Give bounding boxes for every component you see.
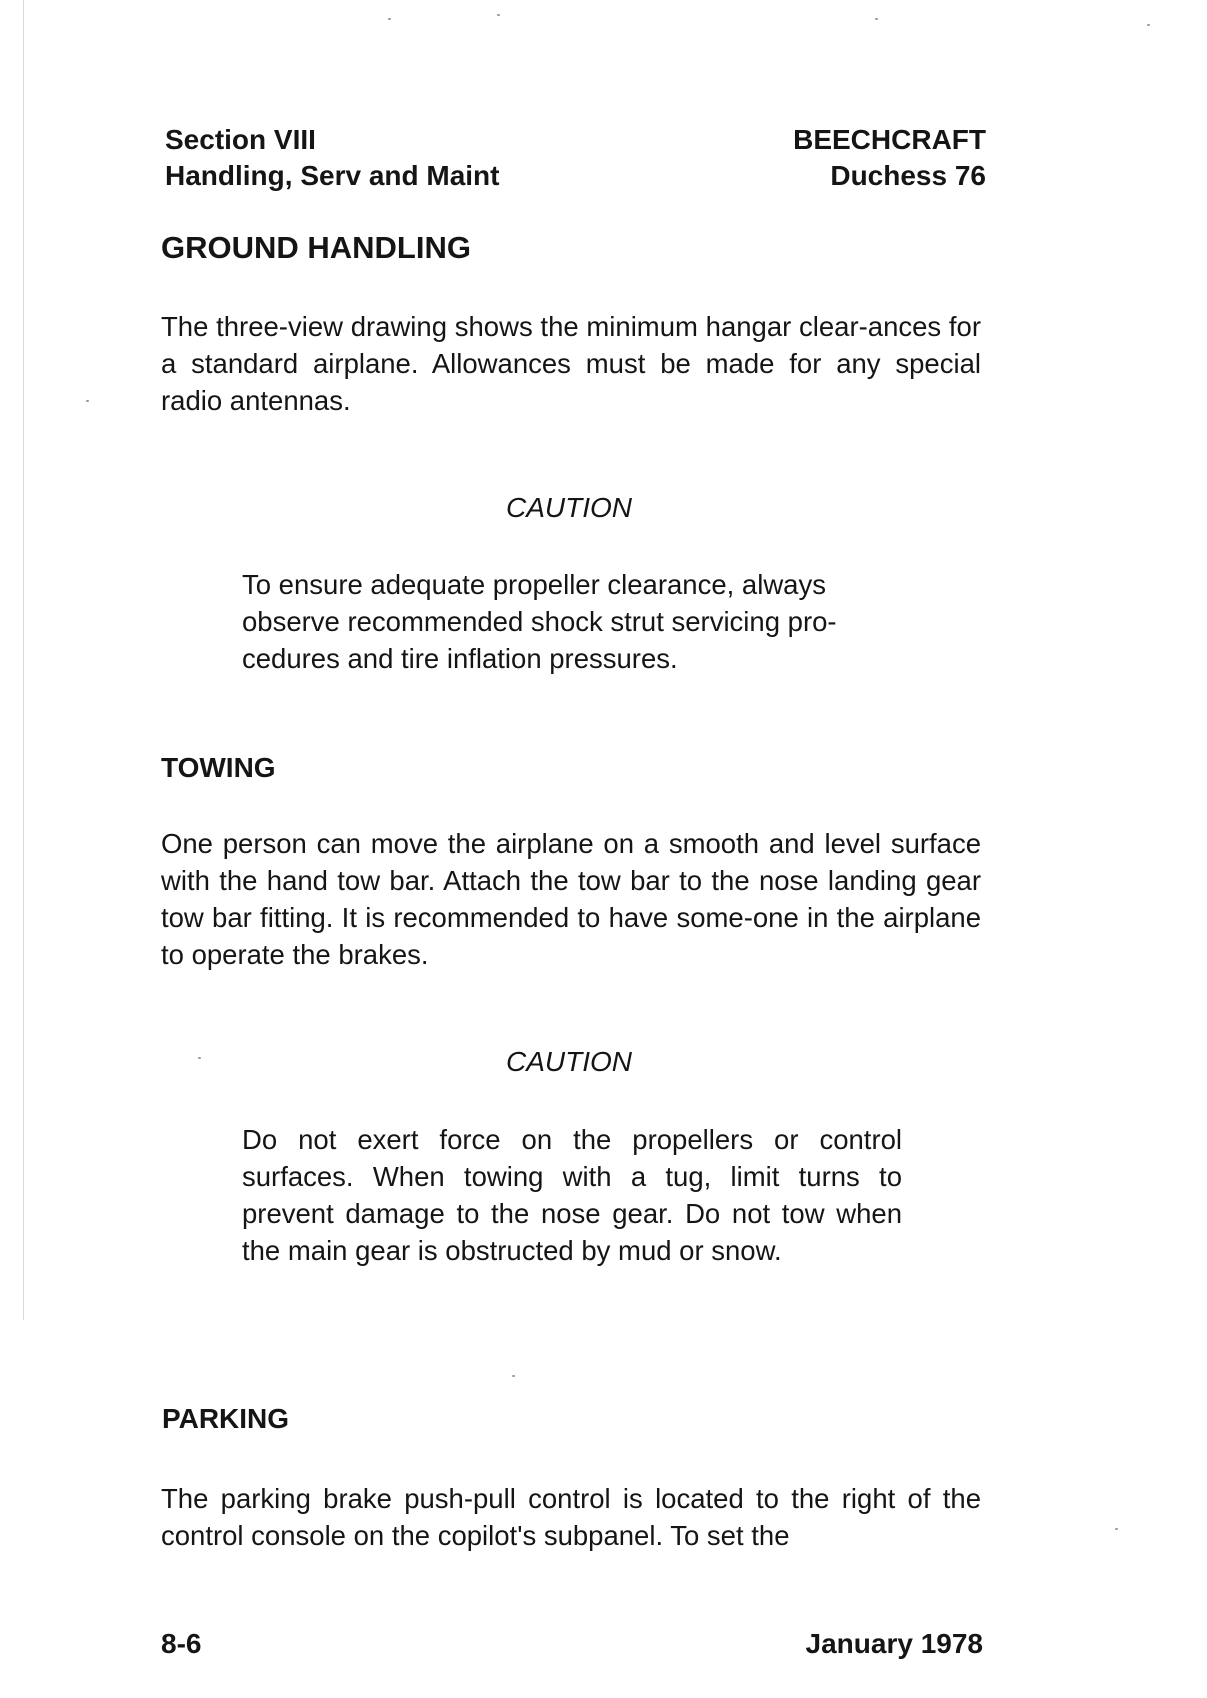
page-number: 8-6 xyxy=(161,1628,202,1659)
aircraft-model: Duchess 76 xyxy=(830,160,986,191)
caution-label: CAUTION xyxy=(506,492,632,523)
header-left xyxy=(165,122,499,194)
ground-handling-paragraph: The three-view drawing shows the minimum hangar clear-ances for a standard airplane. Allowances must be made for any special radio antennas. xyxy=(161,311,981,416)
parking-heading: PARKING xyxy=(162,1403,290,1434)
scan-speck xyxy=(512,1375,515,1377)
scan-speck xyxy=(86,400,89,402)
caution-label: CAUTION xyxy=(506,1046,632,1077)
revision-date: January 1978 xyxy=(805,1628,983,1659)
scan-speck xyxy=(388,18,391,20)
header-right xyxy=(793,122,986,194)
caution-text: Do not exert force on the propellers or control surfaces. When towing with a tug, limit turns to prevent damage to the nose gear. Do not tow when the main gear is obstructed by mud or snow. xyxy=(242,1124,902,1266)
towing-heading: TOWING xyxy=(161,752,276,783)
caution-text: To ensure adequate propeller clearance, always observe recommended shock strut servicing pro-cedures and tire inflation pressures. xyxy=(242,569,837,674)
scan-speck xyxy=(1115,1528,1118,1530)
section-number: Section VIII xyxy=(165,124,316,155)
section-title: Handling, Serv and Maint xyxy=(165,160,500,191)
scan-speck xyxy=(1147,24,1150,26)
towing-paragraph: One person can move the airplane on a smooth and level surface with the hand tow bar. Attach the tow bar to the nose landing gear tow bar fitting. It is recommended to have some-one in the airplane to operate the brakes. xyxy=(161,828,981,970)
scan-edge-line xyxy=(23,0,24,1320)
manufacturer: BEECHCRAFT xyxy=(793,124,986,155)
ground-handling-heading: GROUND HANDLING xyxy=(161,230,471,265)
parking-paragraph: The parking brake push-pull control is located to the right of the control console on the copilot's subpanel. To set the xyxy=(161,1483,981,1551)
scan-speck xyxy=(198,1057,201,1059)
scan-speck xyxy=(497,14,500,16)
scan-speck xyxy=(875,18,878,20)
